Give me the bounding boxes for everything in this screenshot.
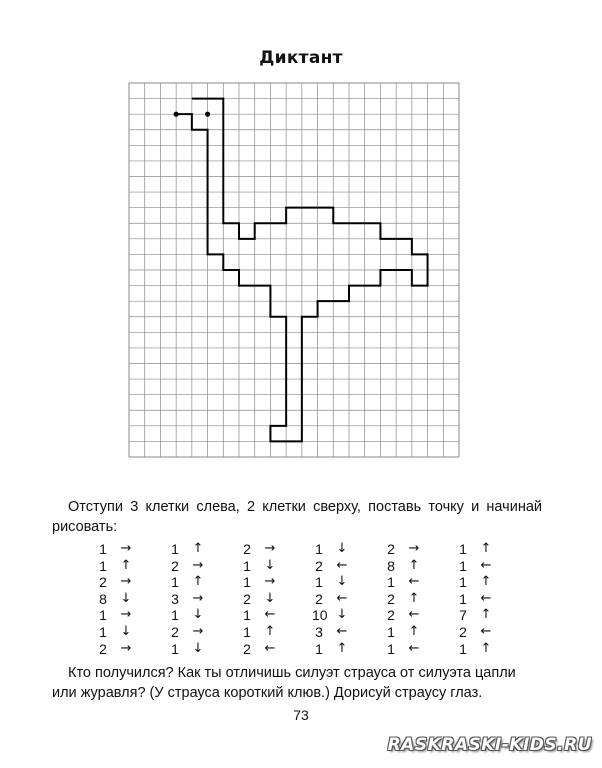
command-arrow-icon: ↓ (120, 623, 132, 639)
command-arrow-icon: → (192, 590, 204, 606)
command-item (240, 591, 312, 608)
command-count: 8 (99, 590, 107, 607)
command-arrow-icon: ← (336, 623, 348, 639)
command-count: 1 (99, 607, 107, 624)
eye-dot (205, 112, 210, 117)
command-item (96, 641, 168, 658)
command-count: 3 (171, 590, 179, 607)
command-arrow-icon: ← (408, 607, 420, 623)
command-count: 1 (387, 574, 395, 591)
command-count: 2 (243, 541, 251, 557)
command-item (240, 641, 312, 658)
command-count: 2 (387, 590, 395, 607)
start-point-dot (174, 112, 179, 117)
command-item (312, 641, 384, 658)
command-item (312, 574, 384, 591)
command-item (456, 574, 528, 591)
command-item (312, 607, 384, 624)
command-count: 2 (99, 640, 107, 657)
command-arrow-icon: ↓ (264, 590, 276, 606)
command-arrow-icon: ↑ (120, 557, 132, 573)
command-item (96, 558, 168, 575)
command-arrow-icon: → (192, 623, 204, 639)
command-arrow-icon: ↑ (408, 590, 420, 606)
command-item (312, 558, 384, 575)
question-text: Кто получился? Как ты отличишь силуэт страуса от силуэта цапли или журавля? (У страуса короткий клюв.) Дорисуй страусу глаз. (52, 665, 516, 701)
command-count: 2 (387, 607, 395, 624)
command-arrow-icon: ← (336, 590, 348, 606)
graph-paper-grid (128, 82, 460, 458)
command-item (456, 558, 528, 575)
command-item (384, 591, 456, 608)
page-number: 73 (293, 707, 309, 723)
command-count: 2 (459, 623, 467, 640)
command-count: 1 (459, 541, 467, 557)
command-item (240, 541, 312, 558)
command-count: 2 (315, 557, 323, 574)
command-item (456, 624, 528, 641)
command-arrow-icon: ← (336, 557, 348, 573)
ostrich-drawing (128, 82, 460, 458)
command-item (456, 641, 528, 658)
command-arrow-icon: ↑ (336, 640, 348, 656)
command-count: 3 (315, 623, 323, 640)
command-count: 2 (243, 590, 251, 607)
command-item (96, 591, 168, 608)
command-item (384, 624, 456, 641)
command-arrow-icon: ↓ (336, 607, 348, 623)
command-arrow-icon: ← (264, 607, 276, 623)
command-item (168, 541, 240, 558)
command-count: 1 (99, 541, 107, 557)
command-arrow-icon: ↓ (192, 607, 204, 623)
command-item (312, 624, 384, 641)
command-item (384, 641, 456, 658)
command-arrow-icon: → (120, 640, 132, 656)
command-arrow-icon: ↑ (192, 574, 204, 590)
command-item (96, 574, 168, 591)
command-count: 1 (315, 541, 323, 557)
command-item (312, 591, 384, 608)
command-count: 1 (243, 574, 251, 591)
command-item (96, 607, 168, 624)
command-arrow-icon: ↑ (480, 574, 492, 590)
command-item (240, 558, 312, 575)
command-arrow-icon: ← (408, 574, 420, 590)
command-item (384, 607, 456, 624)
command-arrow-icon: ← (408, 640, 420, 656)
command-count: 1 (387, 623, 395, 640)
command-arrow-icon: → (120, 541, 132, 556)
command-item (456, 541, 528, 558)
command-count: 1 (243, 557, 251, 574)
command-item (240, 574, 312, 591)
command-arrow-icon: → (408, 541, 420, 556)
command-item (240, 607, 312, 624)
command-count: 1 (315, 640, 323, 657)
command-item (384, 574, 456, 591)
command-arrow-icon: ← (480, 590, 492, 606)
command-arrow-icon: ↑ (408, 623, 420, 639)
command-count: 1 (459, 640, 467, 657)
command-count: 1 (99, 557, 107, 574)
command-count: 7 (459, 607, 467, 624)
command-arrow-icon: ↑ (408, 557, 420, 573)
command-item (456, 591, 528, 608)
command-count: 1 (459, 557, 467, 574)
command-count: 2 (171, 557, 179, 574)
command-arrow-icon: ↓ (120, 590, 132, 606)
command-count: 1 (459, 574, 467, 591)
command-arrow-icon: ↑ (264, 623, 276, 639)
command-arrow-icon: ↑ (480, 541, 492, 556)
command-count: 1 (243, 623, 251, 640)
dictation-commands (96, 541, 516, 657)
command-arrow-icon: ↓ (264, 557, 276, 573)
command-arrow-icon: ← (264, 640, 276, 656)
command-count: 8 (387, 557, 395, 574)
instruction-text: Отступи 3 клетки слева, 2 клетки сверху, поставь точку и начинай рисовать: (52, 499, 542, 535)
command-count: 2 (99, 574, 107, 591)
command-item (96, 624, 168, 641)
command-arrow-icon: ← (480, 623, 492, 639)
command-arrow-icon: ↑ (192, 541, 204, 556)
command-item (96, 541, 168, 558)
command-arrow-icon: → (192, 557, 204, 573)
command-item (312, 541, 384, 558)
command-count: 2 (315, 590, 323, 607)
command-count: 1 (315, 574, 323, 591)
command-arrow-icon: ↓ (192, 640, 204, 656)
command-item (168, 558, 240, 575)
command-item (168, 624, 240, 641)
command-arrow-icon: → (120, 607, 132, 623)
command-item (168, 641, 240, 658)
command-arrow-icon: ↑ (480, 607, 492, 623)
command-count: 1 (459, 590, 467, 607)
command-item (168, 591, 240, 608)
command-item (456, 607, 528, 624)
command-item (384, 541, 456, 558)
command-item (168, 574, 240, 591)
command-count: 1 (171, 640, 179, 657)
command-count: 2 (171, 623, 179, 640)
command-arrow-icon: → (264, 574, 276, 590)
command-arrow-icon: ↓ (336, 541, 348, 556)
command-arrow-icon: ↑ (480, 640, 492, 656)
command-count: 1 (243, 607, 251, 624)
command-count: 2 (387, 541, 395, 557)
command-count: 2 (243, 640, 251, 657)
command-count: 1 (171, 607, 179, 624)
page-title: Диктант (259, 48, 343, 68)
command-count: 1 (171, 574, 179, 591)
command-item (384, 558, 456, 575)
command-item (168, 607, 240, 624)
watermark-logo: RASKRASKI-KIDS.RU (387, 735, 592, 755)
command-arrow-icon: ← (480, 557, 492, 573)
command-arrow-icon: → (264, 541, 276, 556)
command-arrow-icon: ↓ (336, 574, 348, 590)
command-count: 1 (387, 640, 395, 657)
command-item (240, 624, 312, 641)
command-count: 1 (171, 541, 179, 557)
command-arrow-icon: → (120, 574, 132, 590)
command-count: 10 (312, 607, 328, 624)
command-count: 1 (99, 623, 107, 640)
